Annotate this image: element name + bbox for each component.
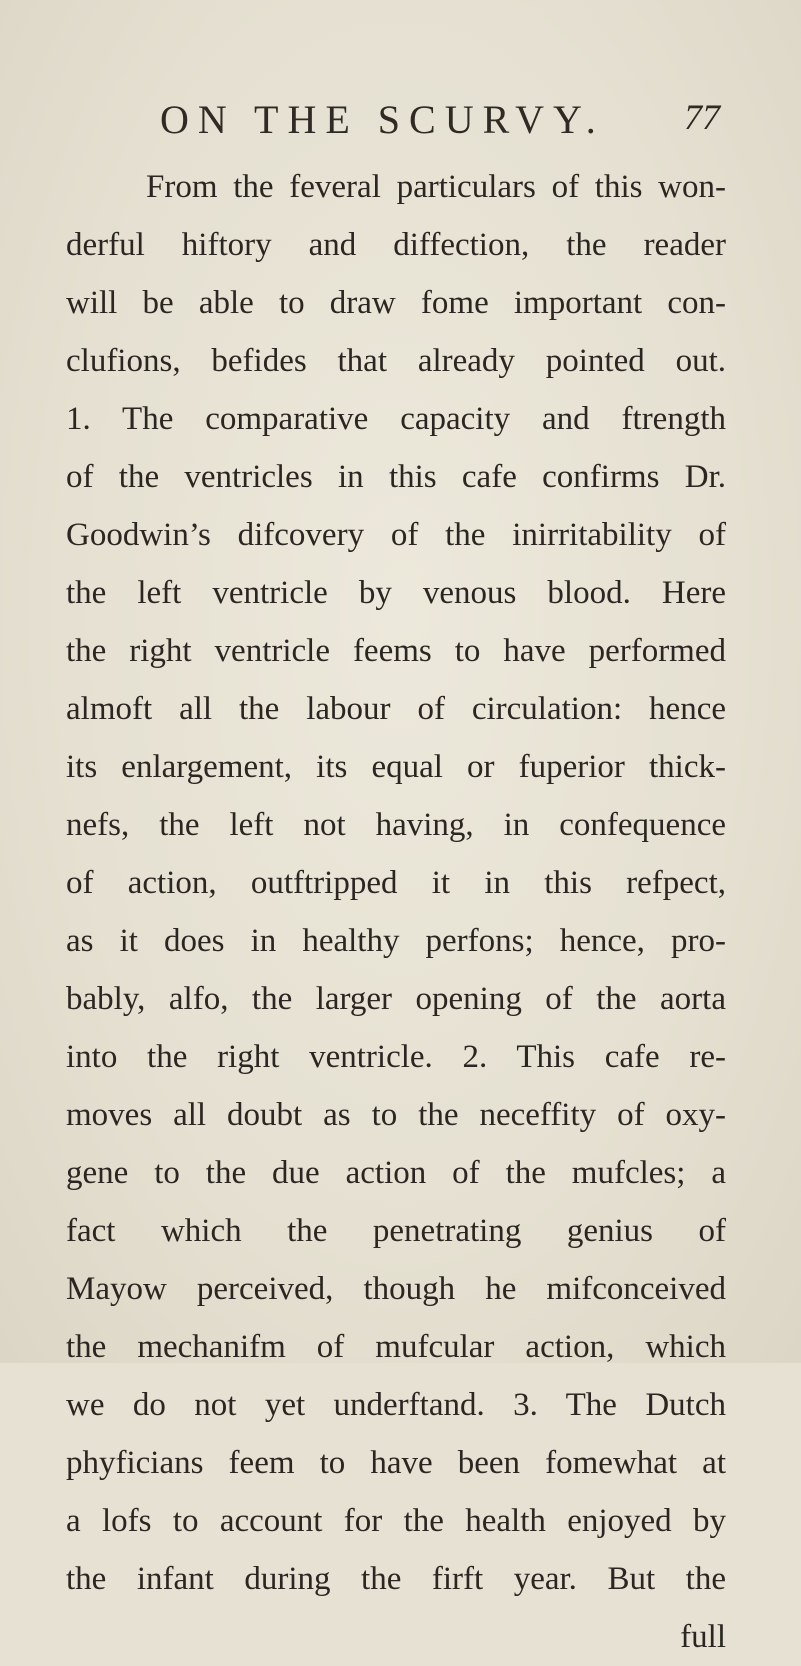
text-line: Goodwin’s difcovery of the inirritability of — [66, 517, 726, 553]
text-line: fact which the penetrating genius of — [66, 1213, 726, 1249]
text-line: as it does in healthy perfons; hence, pro- — [66, 923, 726, 959]
page-header — [160, 96, 720, 156]
text-line: the right ventricle feems to have performed — [66, 633, 726, 669]
text-line: derful hiftory and diffection, the reader — [66, 227, 726, 263]
text-line: clufions, befides that already pointed out. — [66, 343, 726, 379]
text-line: almoft all the labour of circulation: hence — [66, 691, 726, 727]
body-text — [66, 158, 726, 1666]
text-line: its enlargement, its equal or fuperior thick- — [66, 749, 726, 785]
catchword: full — [680, 1619, 726, 1655]
text-line: Mayow perceived, though he mifconceived — [66, 1271, 726, 1307]
text-line: the left ventricle by venous blood. Here — [66, 575, 726, 611]
text-line: moves all doubt as to the neceffity of oxy- — [66, 1097, 726, 1133]
text-line: gene to the due action of the mufcles; a — [66, 1155, 726, 1191]
text-line: bably, alfo, the larger opening of the aorta — [66, 981, 726, 1017]
text-line: into the right ventricle. 2. This cafe re- — [66, 1039, 726, 1075]
text-line: From the feveral particulars of this won- — [146, 169, 726, 205]
text-line: phyficians feem to have been fomewhat at — [66, 1445, 726, 1481]
text-line: the infant during the firft year. But the — [66, 1561, 726, 1597]
page-number: 77 — [684, 97, 720, 137]
text-line: we do not yet underftand. 3. The Dutch — [66, 1387, 726, 1423]
text-line: the mechanifm of mufcular action, which — [66, 1329, 726, 1365]
text-line: a lofs to account for the health enjoyed by — [66, 1503, 726, 1539]
text-line: will be able to draw fome important con- — [66, 285, 726, 321]
text-line: of the ventricles in this cafe confirms Dr. — [66, 459, 726, 495]
text-line: 1. The comparative capacity and ftrength — [66, 401, 726, 437]
text-line: nefs, the left not having, in confequence — [66, 807, 726, 843]
running-title: ON THE SCURVY. — [160, 97, 605, 142]
text-line: of action, outftripped it in this refpect, — [66, 865, 726, 901]
